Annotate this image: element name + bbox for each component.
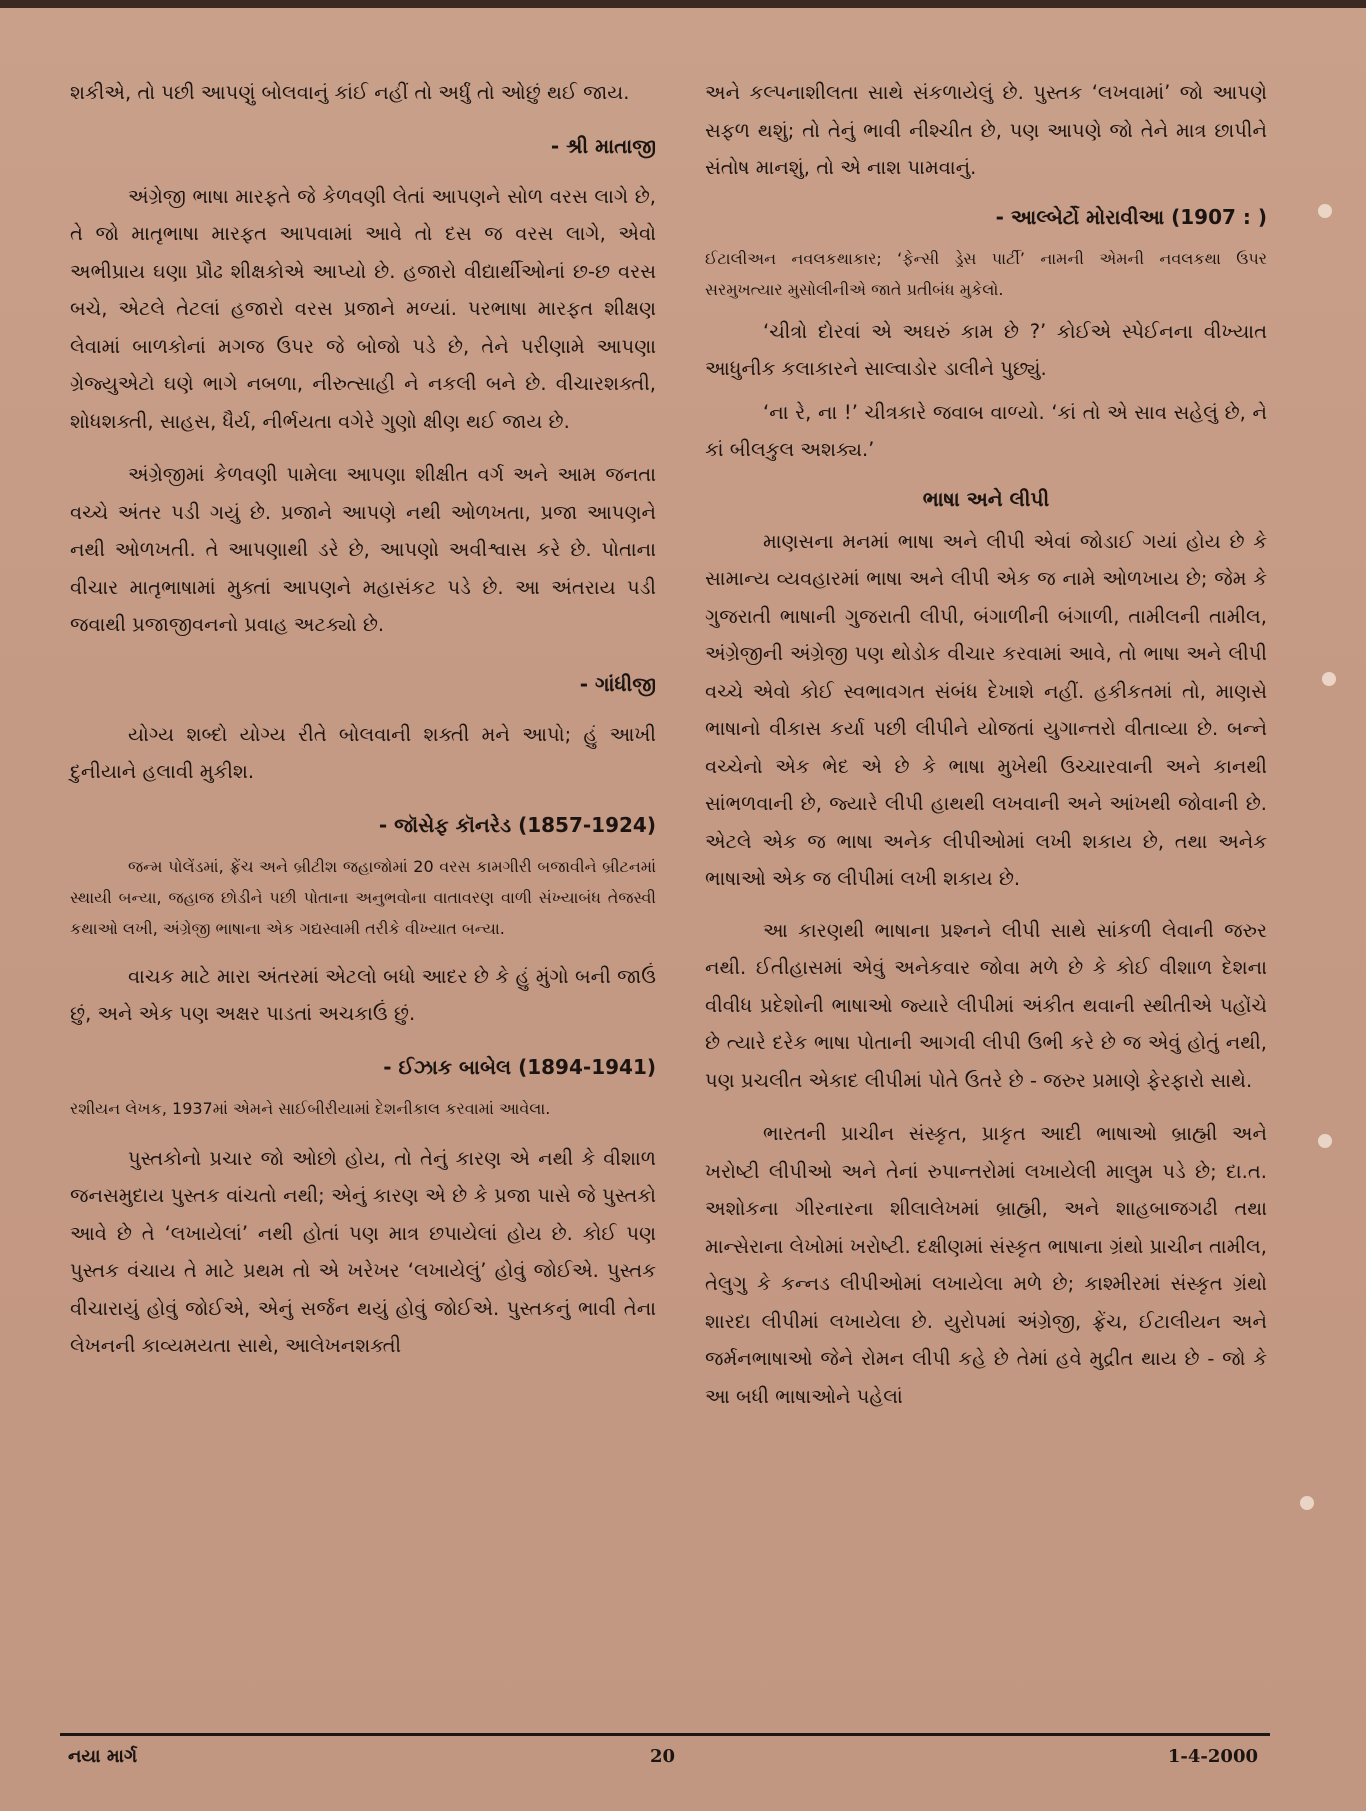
paragraph: માણસના મનમાં ભાષા અને લીપી એવાં જોડાઈ ગયાં હોય છે કે સામાન્ય વ્યવહારમાં ભાષા અને લીપી એક જ નામે ઓળખાય છે; જેમ કે ગુજરાતી ભાષાની ગુજરાતી લીપી, બંગાળીની બંગાળી, તામીલની તામીલ, અંગ્રેજીની અંગ્રેજી પણ થોડોક વીચાર કરવામાં આવે, તો ભાષા અને લીપી વચ્ચે એવો કોઈ સ્વભાવગત સંબંધ દેખાશે નહીં. હકીકતમાં તો, માણસે ભાષાનો વીકાસ કર્યા પછી લીપીને યોજતાં યુગાન્તરો વીતાવ્યા છે. બન્ને વચ્ચેનો એક ભેદ એ છે કે ભાષા મુખેથી ઉચ્ચારવાની અને કાનથી સાંભળવાની છે, જ્યારે લીપી હાથથી લખવાની અને આંખથી જોવાની છે. એટલે એક જ ભાષા અનેક લીપીઓમાં લખી શકાય છે, તથા અનેક ભાષાઓ એક જ લીપીમાં લખી શકાય છે. [705, 529, 1267, 890]
paragraph: ‘ના રે, ના !’ ચીત્રકારે જવાબ વાળ્યો. ‘કાં તો એ સાવ સહેલું છે, ને કાં બીલકુલ અશક્ય.’ [705, 400, 1267, 461]
author-note: રશીયન લેખક, 1937માં એમને સાઈબીરીયામાં દેશનીકાલ કરવામાં આવેલા. [70, 1098, 551, 1118]
paragraph: ‘ચીત્રો દોરવાં એ અઘરું કામ છે ?’ કોઈએ સ્પેઈનના વીખ્યાત આધુનીક કલાકારને સાલ્વાડોર ડાલીને પુછ્યું. [705, 319, 1267, 380]
quote-attribution: - શ્રી માતાજી [550, 133, 656, 158]
left-column [70, 74, 656, 1365]
author-note: જન્મ પોલેંડમાં, ફ્રેંચ અને બ્રીટીશ જહાજોમાં 20 વરસ કામગીરી બજાવીને બ્રીટનમાં સ્થાયી બન્યા, જહાજ છોડીને પછી પોતાના અનુભવોના વાતાવરણ વાળી સંખ્યાબંધ તેજસ્વી કથાઓ લખી, અંગ્રેજી ભાષાના એક ગદ્યસ્વામી તરીકે વીખ્યાત બન્યા. [70, 856, 656, 938]
paragraph: આ કારણથી ભાષાના પ્રશ્નને લીપી સાથે સાંકળી લેવાની જરુર નથી. ઈતીહાસમાં એવું અનેકવાર જોવા મળે છે કે કોઈ વીશાળ દેશના વીવીધ પ્રદેશોની ભાષાઓ જ્યારે લીપીમાં અંકીત થવાની સ્થીતીએ પહોંચે છે ત્યારે દરેક ભાષા પોતાની આગવી લીપી ઉભી કરે છે જ એવું હોતું નથી, પણ પ્રચલીત એકાદ લીપીમાં પોતે ઉતરે છે - જરુર પ્રમાણે ફેરફારો સાથે. [705, 918, 1267, 1092]
quote-attribution: - ગાંધીજી [579, 671, 656, 696]
paper-tear-mark [1318, 1134, 1332, 1148]
paragraph: પુસ્તકોનો પ્રચાર જો ઓછો હોય, તો તેનું કારણ એ નથી કે વીશાળ જનસમુદાય પુસ્તક વાંચતો નથી; એનું કારણ એ છે કે પ્રજા પાસે જે પુસ્તકો આવે છે તે ‘લખાયેલાં’ નથી હોતાં પણ માત્ર છપાયેલાં હોય છે. કોઈ પણ પુસ્તક વંચાય તે માટે પ્રથમ તો એ ખરેખર ‘લખાયેલું’ હોવું જોઈએ. પુસ્તક વીચારાયું હોવું જોઈએ, એનું સર્જન થયું હોવું જોઈએ. પુસ્તકનું ભાવી તેના લેખનની કાવ્યમયતા સાથે, આલેખનશક્તી [70, 1146, 656, 1357]
paper-tear-mark [1318, 204, 1332, 218]
page-top-edge [0, 0, 1366, 8]
quote-attribution: - ઈઝાક બાબેલ (1894-1941) [383, 1054, 656, 1079]
paragraph: યોગ્ય શબ્દો યોગ્ય રીતે બોલવાની શક્તી મને આપો; હું આખી દુનીયાને હલાવી મુકીશ. [70, 722, 656, 783]
footer-rule [60, 1733, 1270, 1736]
paragraph: અંગ્રેજી ભાષા મારફતે જે કેળવણી લેતાં આપણને સોળ વરસ લાગે છે, તે જો માતૃભાષા મારફત આપવામાં આવે તો દસ જ વરસ લાગે, એવો અભીપ્રાય ઘણા પ્રૌઢ શીક્ષકોએ આપ્યો છે. હજારો વીદ્યાર્થીઓનાં છ-છ વરસ બચે, એટલે તેટલાં હજારો વરસ પ્રજાને મળ્યાં. પરભાષા મારફત શીક્ષણ લેવામાં બાળકોનાં મગજ ઉપર જે બોજો પડે છે, તેને પરીણામે આપણા ગ્રેજ્યુએટો ઘણે ભાગે નબળા, નીરુત્સાહી ને નકલી બને છે. વીચારશક્તી, શોધશક્તી, સાહસ, ધૈર્ય, નીર્ભયતા વગેરે ગુણો ક્ષીણ થઈ જાય છે. [70, 184, 656, 433]
footer-magazine-name: નયા માર્ગ [68, 1746, 138, 1767]
paragraph: ભારતની પ્રાચીન સંસ્કૃત, પ્રાકૃત આદી ભાષાઓ બ્રાહ્મી અને ખરોષ્ટી લીપીઓ અને તેનાં રુપાન્તરોમાં લખાયેલી માલુમ પડે છે; દા.ત. અશોકના ગીરનારના શીલાલેખમાં બ્રાહ્મી, અને શાહબાજગઢી તથા માન્સેરાના લેખોમાં ખરોષ્ટી. દક્ષીણમાં સંસ્કૃત ભાષાના ગ્રંથો પ્રાચીન તામીલ, તેલુગુ કે કન્નડ લીપીઓમાં લખાયેલા મળે છે; કાશ્મીરમાં સંસ્કૃત ગ્રંથો શારદા લીપીમાં લખાયેલા છે. યુરોપમાં અંગ્રેજી, ફ્રેંચ, ઈટાલીયન અને જર્મનભાષાઓ જેને રોમન લીપી કહે છે તેમાં હવે મુદ્રીત થાય છે - જો કે આ બધી ભાષાઓને પહેલાં [705, 1122, 1267, 1408]
quote-attribution: - આલ્બેર્ટો મોરાવીઆ (1907 : ) [995, 204, 1267, 229]
quote-attribution: - જૉસેફ કૉનરેડ (1857-1924) [378, 812, 656, 837]
right-column [705, 74, 1267, 1415]
footer-page-number: 20 [650, 1746, 676, 1767]
paragraph: અને કલ્પનાશીલતા સાથે સંકળાયેલું છે. પુસ્તક ‘લખવામાં’ જો આપણે સફળ થશું; તો તેનું ભાવી નીશ્ચીત છે, પણ આપણે જો તેને માત્ર છાપીને સંતોષ માનશું, તો એ નાશ પામવાનું. [705, 81, 1267, 179]
footer-date: 1-4-2000 [1167, 1746, 1258, 1767]
paper-tear-mark [1322, 672, 1336, 686]
author-note: ઈટાલીઅન નવલકથાકાર; ‘ફેન્સી ડ્રેસ પાર્ટી’ નામની એમની નવલકથા ઉપર સરમુખત્યાર મુસોલીનીએ જાતે પ્રતીબંધ મુકેલો. [705, 248, 1267, 299]
paragraph: વાચક માટે મારા અંતરમાં એટલો બધો આદર છે કે હું મુંગો બની જાઉં છું, અને એક પણ અક્ષર પાડતાં અચકાઉં છું. [70, 964, 656, 1025]
section-heading: ભાષા અને લીપી [922, 486, 1050, 511]
paragraph: શકીએ, તો પછી આપણું બોલવાનું કાંઈ નહીં તો અર્ધું તો ઓછું થઈ જાય. [70, 81, 630, 104]
paper-tear-mark [1300, 1496, 1314, 1510]
paragraph: અંગ્રેજીમાં કેળવણી પામેલા આપણા શીક્ષીત વર્ગ અને આમ જનતા વચ્ચે અંતર પડી ગયું છે. પ્રજાને આપણે નથી ઓળખતા, પ્રજા આપણને નથી ઓળખતી. તે આપણાથી ડરે છે, આપણો અવીશ્વાસ કરે છે. પોતાના વીચાર માતૃભાષામાં મુક્તાં આપણને મહાસંકટ પડે છે. આ અંતરાય પડી જવાથી પ્રજાજીવનનો પ્રવાહ અટક્યો છે. [70, 463, 656, 636]
